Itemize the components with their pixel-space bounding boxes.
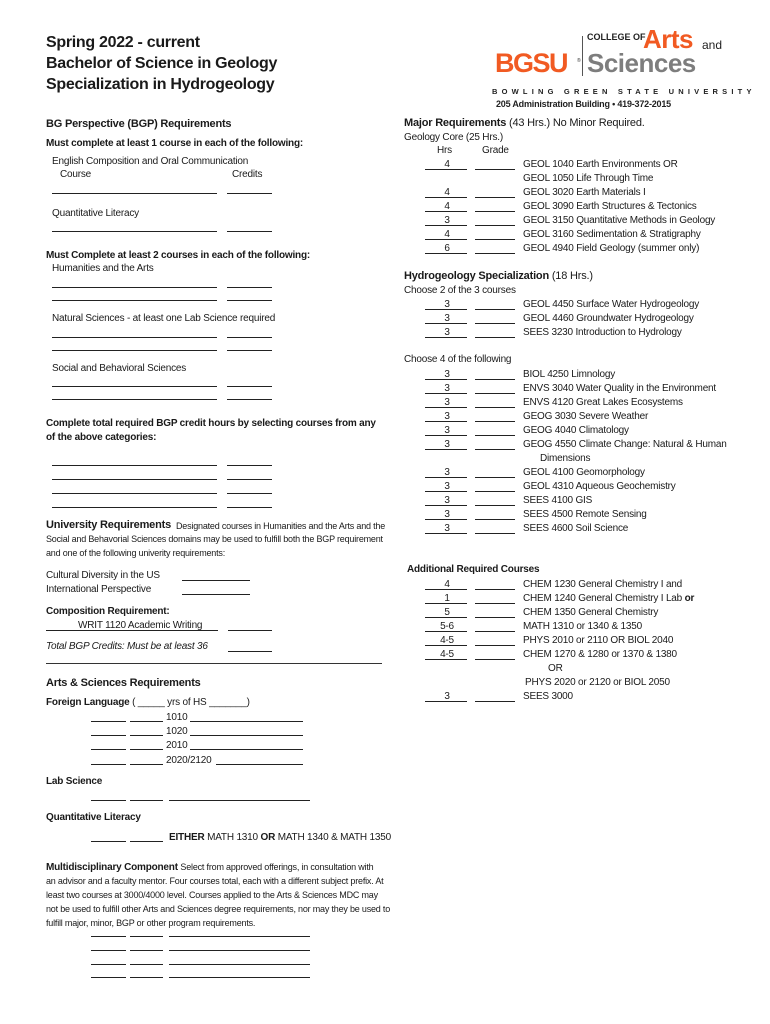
major-heading-row bbox=[404, 117, 645, 129]
hrs-line[interactable] bbox=[425, 323, 467, 324]
course-name bbox=[523, 691, 573, 703]
course-col-label: Course bbox=[60, 169, 92, 180]
grade-line[interactable] bbox=[475, 323, 515, 324]
course-text: SEES 4500 Remote Sensing bbox=[523, 509, 647, 520]
lab-line[interactable] bbox=[91, 800, 126, 801]
core-label: Geology Core (25 Hrs.) bbox=[404, 132, 503, 143]
fl-line[interactable] bbox=[130, 735, 163, 736]
course-text: SEES 3000 bbox=[523, 691, 573, 702]
social-credits-line[interactable] bbox=[227, 386, 272, 387]
choose4-label: Choose 4 of the following bbox=[404, 354, 512, 365]
hydro-heading: Hydrogeology Specialization bbox=[404, 270, 549, 282]
course-name bbox=[523, 327, 682, 339]
hrs-line[interactable] bbox=[425, 505, 467, 506]
hrs-line[interactable] bbox=[425, 253, 467, 254]
hrs-line[interactable] bbox=[425, 533, 467, 534]
fl-line[interactable] bbox=[130, 721, 163, 722]
math-a: MATH 1310 bbox=[207, 832, 258, 843]
mdc-line[interactable] bbox=[169, 950, 310, 951]
bgp-must-two: Must Complete at least 2 courses in each of the following: bbox=[46, 250, 311, 261]
course-text: GEOG 4550 Climate Change: Natural & Human bbox=[523, 439, 727, 450]
fl-line[interactable] bbox=[91, 764, 126, 765]
either-label: EITHER bbox=[169, 832, 205, 843]
quant-options bbox=[169, 832, 391, 844]
hrs-line[interactable] bbox=[425, 589, 467, 590]
bgp-heading: BG Perspective (BGP) Requirements bbox=[46, 118, 232, 130]
hrs-value: 3 bbox=[444, 397, 450, 408]
hrs-value: 3 bbox=[444, 509, 450, 520]
hrs-line[interactable] bbox=[425, 407, 467, 408]
course-text: GEOG 3030 Severe Weather bbox=[523, 411, 649, 422]
course-text: PHYS 2010 or 2110 OR BIOL 2040 bbox=[523, 635, 674, 646]
course-name bbox=[523, 509, 647, 521]
hrs-value: 4 bbox=[444, 159, 450, 170]
hrs-value: 3 bbox=[444, 495, 450, 506]
course-text: SEES 4600 Soil Science bbox=[523, 523, 629, 534]
hrs-value: 3 bbox=[444, 467, 450, 478]
course-name bbox=[523, 579, 682, 591]
hrs-line[interactable] bbox=[425, 211, 467, 212]
hrs-value: 3 bbox=[444, 383, 450, 394]
grade-line[interactable] bbox=[475, 211, 515, 212]
grade-line[interactable] bbox=[475, 603, 515, 604]
quant-course-line[interactable] bbox=[52, 231, 217, 232]
course-text: ENVS 4120 Great Lakes Ecosystems bbox=[523, 397, 683, 408]
fl-line[interactable] bbox=[216, 764, 303, 765]
extra-credits-line[interactable] bbox=[227, 507, 272, 508]
writ-line[interactable] bbox=[46, 630, 218, 631]
grade-line[interactable] bbox=[475, 645, 515, 646]
course-text: BIOL 4250 Limnology bbox=[523, 369, 616, 380]
english-course-line[interactable] bbox=[52, 193, 217, 194]
course-suffix: or bbox=[682, 593, 695, 604]
course-name bbox=[525, 677, 670, 689]
course-text: CHEM 1350 General Chemistry bbox=[523, 607, 659, 618]
hrs-col-label: Hrs bbox=[437, 145, 452, 156]
multi-heading: Multidisciplinary Component bbox=[46, 862, 178, 873]
course-name bbox=[523, 397, 683, 409]
course-name bbox=[523, 523, 628, 535]
univ-note-3: and one of the following univerity requirements: bbox=[46, 548, 226, 558]
or-label: OR bbox=[260, 832, 276, 843]
course-text: SEES 4100 GIS bbox=[523, 495, 593, 506]
fl-line[interactable] bbox=[130, 764, 163, 765]
fl-course: 1010 bbox=[166, 712, 188, 723]
course-text: CHEM 1270 & 1280 or 1370 & 1380 bbox=[523, 649, 677, 660]
hydro-heading-row bbox=[404, 270, 593, 282]
hrs-value: 3 bbox=[444, 523, 450, 534]
grade-line[interactable] bbox=[475, 309, 515, 310]
hrs-line[interactable] bbox=[425, 477, 467, 478]
course-text: GEOL 4100 Geomorphology bbox=[523, 467, 645, 478]
bgsu-wordmark: BGSU bbox=[495, 48, 568, 78]
mdc-line[interactable] bbox=[91, 964, 126, 965]
natural-sci-label: Natural Sciences - at least one Lab Science required bbox=[52, 313, 276, 324]
social-course-line[interactable] bbox=[52, 399, 217, 400]
hrs-value: 4 bbox=[444, 201, 450, 212]
and-text: and bbox=[702, 38, 723, 52]
fl-line[interactable] bbox=[130, 749, 163, 750]
fl-line[interactable] bbox=[190, 721, 303, 722]
humanities-credits-line[interactable] bbox=[227, 287, 272, 288]
grade-line[interactable] bbox=[475, 169, 515, 170]
major-heading-note: (43 Hrs.) No Minor Required. bbox=[509, 117, 645, 129]
grade-line[interactable] bbox=[475, 477, 515, 478]
multi-text: an advisor and a faculty mentor. Four courses total, each with a different subject prefix. At bbox=[46, 876, 384, 886]
grade-line[interactable] bbox=[475, 421, 515, 422]
univ-note-2: Social and Behavorial Sciences domains may be used to fulfill both the BGP requirement bbox=[46, 534, 383, 544]
hrs-value: 3 bbox=[444, 425, 450, 436]
extra-credits-line[interactable] bbox=[227, 493, 272, 494]
course-name bbox=[523, 383, 716, 395]
foreign-lang-label: Foreign Language bbox=[46, 697, 130, 708]
total-bgp-line[interactable] bbox=[228, 651, 272, 652]
hrs-line[interactable] bbox=[425, 169, 467, 170]
extra-course-line[interactable] bbox=[52, 465, 217, 466]
natural-course-line[interactable] bbox=[52, 350, 217, 351]
section-divider bbox=[46, 663, 382, 664]
quant-line[interactable] bbox=[130, 841, 163, 842]
choose2-label: Choose 2 of the 3 courses bbox=[404, 285, 516, 296]
humanities-credits-line[interactable] bbox=[227, 300, 272, 301]
course-text: GEOL 4450 Surface Water Hydrogeology bbox=[523, 299, 700, 310]
fl-course: 2020/2120 bbox=[166, 755, 212, 766]
hrs-line[interactable] bbox=[425, 631, 467, 632]
hrs-line[interactable] bbox=[425, 645, 467, 646]
course-text: GEOG 4040 Climatology bbox=[523, 425, 629, 436]
multi-text: fulfill major, minor, BGP or other program requirements. bbox=[46, 918, 256, 928]
hrs-value: 3 bbox=[444, 299, 450, 310]
university-name: BOWLING GREEN STATE UNIVERSITY bbox=[492, 87, 756, 96]
international-label: International Perspective bbox=[46, 584, 152, 595]
additional-heading: Additional Required Courses bbox=[407, 564, 540, 575]
hrs-line[interactable] bbox=[425, 491, 467, 492]
univ-heading: University Requirements bbox=[46, 519, 171, 531]
course-name bbox=[523, 481, 676, 493]
hrs-value: 4-5 bbox=[440, 649, 454, 660]
grade-line[interactable] bbox=[475, 589, 515, 590]
mdc-line[interactable] bbox=[91, 936, 126, 937]
hrs-line[interactable] bbox=[425, 659, 467, 660]
grade-line[interactable] bbox=[475, 505, 515, 506]
hrs-value: 5-6 bbox=[440, 621, 454, 632]
humanities-course-line[interactable] bbox=[52, 287, 217, 288]
grade-line[interactable] bbox=[475, 239, 515, 240]
quant-lit-label: Quantitative Literacy bbox=[52, 208, 139, 219]
quant-credits-line[interactable] bbox=[227, 231, 272, 232]
total-bgp: Total BGP Credits: Must be at least 36 bbox=[46, 641, 208, 652]
english-credits-line[interactable] bbox=[227, 193, 272, 194]
mdc-line[interactable] bbox=[169, 977, 310, 978]
title-line-3: Specialization in Hydrogeology bbox=[46, 76, 275, 93]
mdc-line[interactable] bbox=[91, 977, 126, 978]
writ-credits-line[interactable] bbox=[228, 630, 272, 631]
hrs-value: 4-5 bbox=[440, 635, 454, 646]
course-name bbox=[523, 621, 642, 633]
hrs-value: 3 bbox=[444, 439, 450, 450]
fl-line[interactable] bbox=[190, 749, 303, 750]
course-text: ENVS 3040 Water Quality in the Environment bbox=[523, 383, 716, 394]
extra-credits-line[interactable] bbox=[227, 465, 272, 466]
grade-line[interactable] bbox=[475, 701, 515, 702]
college-of-text: COLLEGE OF bbox=[587, 32, 646, 42]
mdc-line[interactable] bbox=[130, 950, 163, 951]
course-text: MATH 1310 or 1340 & 1350 bbox=[523, 621, 642, 632]
course-text: CHEM 1240 General Chemistry I Lab bbox=[523, 593, 683, 604]
grade-line[interactable] bbox=[475, 337, 515, 338]
grade-line[interactable] bbox=[475, 407, 515, 408]
hrs-line[interactable] bbox=[425, 519, 467, 520]
title-line-2: Bachelor of Science in Geology bbox=[46, 55, 278, 72]
multi-text: least two courses at 3000/4000 level. Courses applied to the Arts & Sciences MDC may bbox=[46, 890, 378, 900]
quant-literacy-label: Quantitative Literacy bbox=[46, 812, 141, 823]
hrs-line[interactable] bbox=[425, 337, 467, 338]
hrs-line[interactable] bbox=[425, 379, 467, 380]
hrs-line[interactable] bbox=[425, 603, 467, 604]
hrs-value: 3 bbox=[444, 481, 450, 492]
writ-course: WRIT 1120 Academic Writing bbox=[78, 620, 203, 631]
univ-note-1: Designated courses in Humanities and the Arts and the bbox=[176, 521, 386, 531]
hrs-value: 3 bbox=[444, 691, 450, 702]
humanities-course-line[interactable] bbox=[52, 300, 217, 301]
social-credits-line[interactable] bbox=[227, 399, 272, 400]
course-text: GEOL 4940 Field Geology (summer only) bbox=[523, 243, 700, 254]
grade-line[interactable] bbox=[475, 617, 515, 618]
grade-line[interactable] bbox=[475, 253, 515, 254]
fl-line[interactable] bbox=[190, 735, 303, 736]
natural-credits-line[interactable] bbox=[227, 350, 272, 351]
course-text: PHYS 2020 or 2120 or BIOL 2050 bbox=[525, 677, 670, 688]
course-name bbox=[523, 649, 677, 661]
grade-line[interactable] bbox=[475, 379, 515, 380]
course-name bbox=[523, 187, 646, 199]
major-heading: Major Requirements bbox=[404, 117, 507, 129]
multi-block bbox=[46, 860, 390, 930]
lab-line[interactable] bbox=[130, 800, 163, 801]
composition-heading: Composition Requirement: bbox=[46, 606, 170, 617]
hrs-value: 5 bbox=[444, 607, 450, 618]
hrs-value: 4 bbox=[444, 579, 450, 590]
sciences-text: Sciences bbox=[587, 48, 696, 78]
extra-course-line[interactable] bbox=[52, 479, 217, 480]
arts-text: Arts bbox=[643, 24, 694, 54]
course-name bbox=[523, 299, 699, 311]
grade-line[interactable] bbox=[475, 197, 515, 198]
course-text: GEOL 1050 Life Through Time bbox=[523, 173, 654, 184]
hrs-value: 4 bbox=[444, 187, 450, 198]
hrs-value: 3 bbox=[444, 411, 450, 422]
extra-credits-line[interactable] bbox=[227, 479, 272, 480]
fl-line[interactable] bbox=[91, 735, 126, 736]
grade-line[interactable] bbox=[475, 393, 515, 394]
hrs-line[interactable] bbox=[425, 449, 467, 450]
course-text: SEES 3230 Introduction to Hydrology bbox=[523, 327, 682, 338]
mdc-line[interactable] bbox=[169, 936, 310, 937]
lab-science-label: Lab Science bbox=[46, 776, 103, 787]
course-name bbox=[523, 215, 715, 227]
mdc-line[interactable] bbox=[91, 950, 126, 951]
grade-line[interactable] bbox=[475, 491, 515, 492]
extra-course-line[interactable] bbox=[52, 507, 217, 508]
fl-line[interactable] bbox=[91, 721, 126, 722]
fl-course: 1020 bbox=[166, 726, 188, 737]
mdc-line[interactable] bbox=[169, 964, 310, 965]
hrs-line[interactable] bbox=[425, 421, 467, 422]
credits-col-label: Credits bbox=[232, 169, 263, 180]
social-sci-label: Social and Behavioral Sciences bbox=[52, 363, 187, 374]
mdc-line[interactable] bbox=[130, 936, 163, 937]
course-text: GEOL 1040 Earth Environments OR bbox=[523, 159, 678, 170]
course-name bbox=[548, 663, 563, 675]
foreign-lang-row bbox=[46, 697, 250, 709]
course-text: Dimensions bbox=[540, 453, 591, 464]
grade-line[interactable] bbox=[475, 519, 515, 520]
course-name bbox=[523, 439, 727, 451]
lab-line[interactable] bbox=[169, 800, 310, 801]
hrs-line[interactable] bbox=[425, 435, 467, 436]
extra-course-line[interactable] bbox=[52, 493, 217, 494]
arts-sci-heading: Arts & Sciences Requirements bbox=[46, 677, 201, 689]
bgp-must-one: Must complete at least 1 course in each of the following: bbox=[46, 138, 303, 149]
course-text: GEOL 3150 Quantitative Methods in Geology bbox=[523, 215, 716, 226]
course-name bbox=[523, 201, 697, 213]
course-text: CHEM 1230 General Chemistry I and bbox=[523, 579, 683, 590]
hrs-line[interactable] bbox=[425, 197, 467, 198]
mdc-line[interactable] bbox=[130, 964, 163, 965]
fl-course: 2010 bbox=[166, 740, 188, 751]
address: 205 Administration Building • 419-372-2015 bbox=[496, 99, 671, 109]
course-text: GEOL 4460 Groundwater Hydrogeology bbox=[523, 313, 694, 324]
natural-course-line[interactable] bbox=[52, 337, 217, 338]
quant-line[interactable] bbox=[91, 841, 126, 842]
cultural-diversity-label: Cultural Diversity in the US bbox=[46, 570, 160, 581]
hrs-line[interactable] bbox=[425, 617, 467, 618]
hrs-value: 3 bbox=[444, 327, 450, 338]
hydro-note: (18 Hrs.) bbox=[551, 270, 593, 282]
natural-credits-line[interactable] bbox=[227, 337, 272, 338]
course-text: OR bbox=[548, 663, 563, 674]
course-name bbox=[523, 411, 648, 423]
course-name bbox=[523, 425, 629, 437]
grade-line[interactable] bbox=[475, 435, 515, 436]
hrs-line[interactable] bbox=[425, 701, 467, 702]
grade-line[interactable] bbox=[475, 631, 515, 632]
hrs-value: 3 bbox=[444, 215, 450, 226]
course-name bbox=[523, 593, 694, 605]
fl-line[interactable] bbox=[91, 749, 126, 750]
complete-total-1: Complete total required BGP credit hours by selecting courses from any bbox=[46, 418, 376, 429]
multi-text: not be used to fulfill other Arts and Sciences degree requirements, nor may they be used to bbox=[46, 904, 391, 914]
grade-line[interactable] bbox=[475, 225, 515, 226]
hrs-value: 3 bbox=[444, 369, 450, 380]
course-name bbox=[523, 243, 699, 255]
complete-total-2: of the above categories: bbox=[46, 432, 157, 443]
course-name bbox=[540, 453, 590, 465]
course-name bbox=[523, 369, 615, 381]
hrs-line[interactable] bbox=[425, 225, 467, 226]
mdc-line[interactable] bbox=[130, 977, 163, 978]
course-name bbox=[523, 159, 678, 171]
hrs-line[interactable] bbox=[425, 393, 467, 394]
course-text: GEOL 4310 Aqueous Geochemistry bbox=[523, 481, 676, 492]
grade-line[interactable] bbox=[475, 533, 515, 534]
course-text: GEOL 3160 Sedimentation & Stratigraphy bbox=[523, 229, 701, 240]
international-line[interactable] bbox=[182, 594, 250, 595]
hrs-value: 1 bbox=[444, 593, 450, 604]
course-name bbox=[523, 635, 673, 647]
humanities-label: Humanities and the Arts bbox=[52, 263, 154, 274]
course-name bbox=[523, 229, 701, 241]
course-text: GEOL 3020 Earth Materials I bbox=[523, 187, 646, 198]
grade-line[interactable] bbox=[475, 659, 515, 660]
hrs-line[interactable] bbox=[425, 239, 467, 240]
trademark-icon: ® bbox=[577, 58, 581, 64]
course-text: GEOL 3090 Earth Structures & Tectonics bbox=[523, 201, 697, 212]
cultural-diversity-line[interactable] bbox=[182, 580, 250, 581]
hrs-value: 3 bbox=[444, 313, 450, 324]
hrs-line[interactable] bbox=[425, 309, 467, 310]
social-course-line[interactable] bbox=[52, 386, 217, 387]
math-b: MATH 1340 & MATH 1350 bbox=[277, 832, 391, 843]
foreign-lang-hs: ( _____ yrs of HS _______) bbox=[132, 697, 250, 708]
course-name bbox=[523, 607, 658, 619]
logo-divider bbox=[582, 36, 583, 76]
college-logo bbox=[495, 24, 735, 108]
course-name bbox=[523, 313, 694, 325]
title-line-1: Spring 2022 - current bbox=[46, 34, 200, 51]
course-name bbox=[523, 495, 592, 507]
grade-line[interactable] bbox=[475, 449, 515, 450]
grade-col-label: Grade bbox=[482, 145, 509, 156]
page-title bbox=[46, 32, 277, 95]
course-name bbox=[523, 467, 645, 479]
course-name bbox=[523, 173, 653, 185]
hrs-value: 6 bbox=[444, 243, 450, 254]
english-comp-label: English Composition and Oral Communication bbox=[52, 156, 249, 167]
multi-text: Select from approved offerings, in consultation with bbox=[180, 862, 374, 872]
hrs-value: 4 bbox=[444, 229, 450, 240]
